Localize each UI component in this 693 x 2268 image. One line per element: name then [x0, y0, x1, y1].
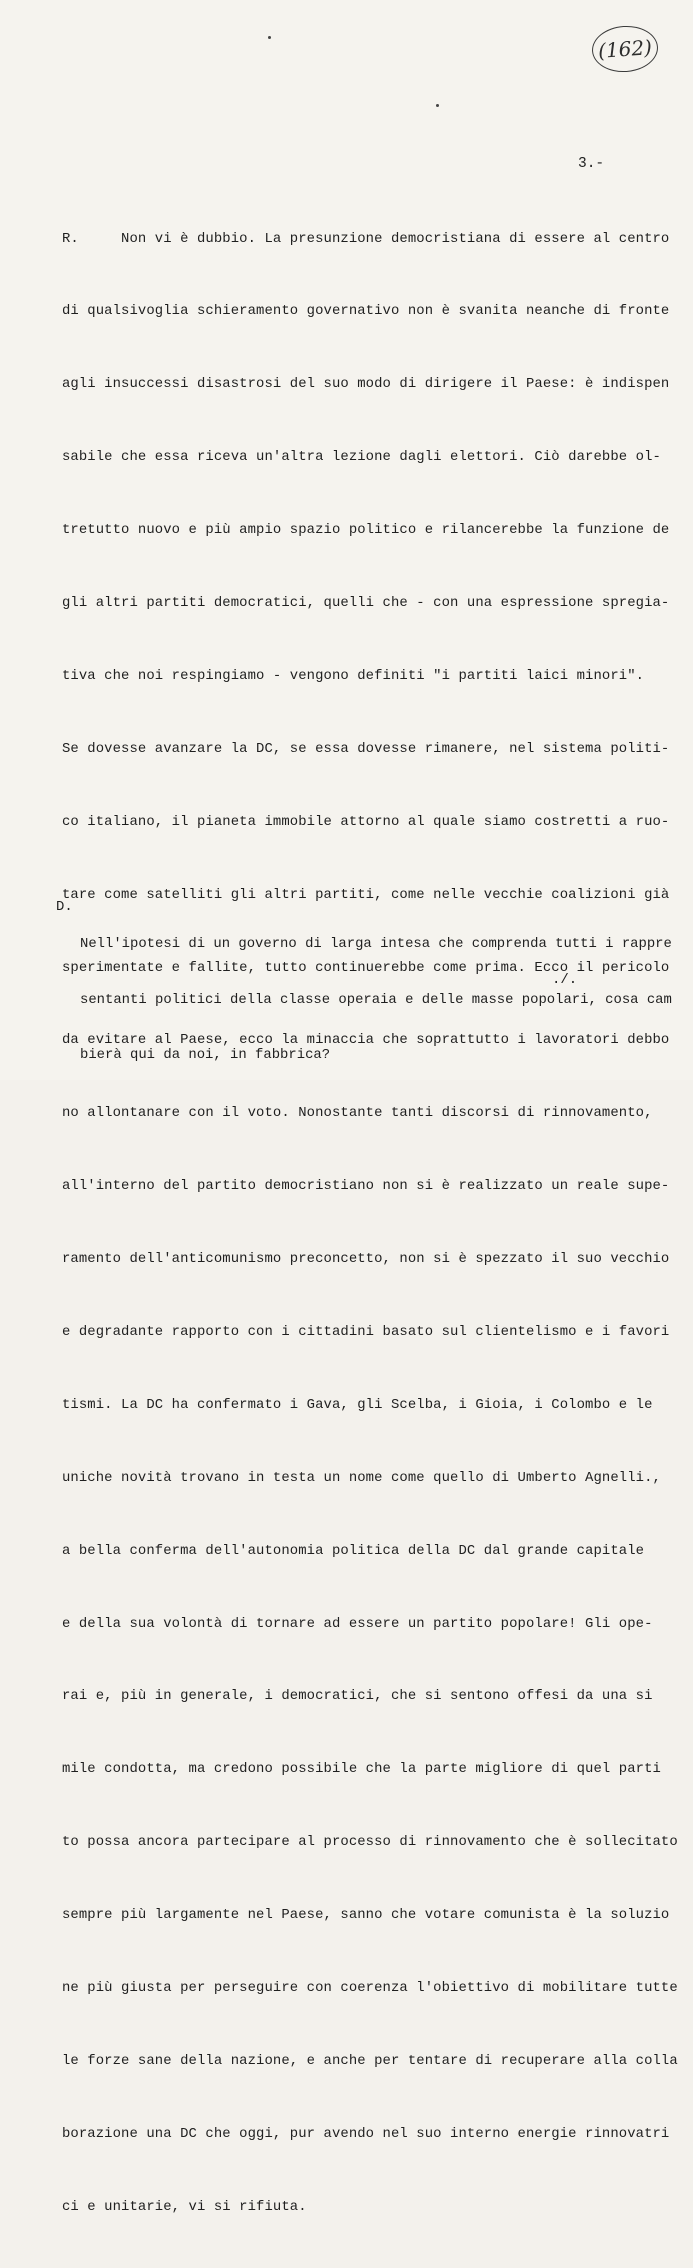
- answer-line: agli insuccessi disastrosi del suo modo di dirigere il Paese: è indispen: [62, 376, 670, 393]
- question-text: [80, 898, 672, 1102]
- answer-line: no allontanare con il voto. Nonostante tanti discorsi di rinnovamento,: [62, 1105, 653, 1122]
- answer-line: ramento dell'anticomunismo preconcetto, non si è spezzato il suo vecchio: [62, 1251, 670, 1268]
- question-line: sentanti politici della classe operaia e delle masse popolari, cosa cam: [80, 991, 672, 1008]
- answer-line: ne più giusta per perseguire con coerenza l'obiettivo di mobilitare tutte: [62, 1979, 678, 1996]
- answer-line: rai e, più in generale, i democratici, che si sentono offesi da una si: [62, 1688, 653, 1705]
- answer-line: le forze sane della nazione, e anche per tentare di recuperare alla colla: [62, 2052, 678, 2069]
- archive-page-stamp: (162): [590, 24, 659, 74]
- continuation-mark: ./.: [552, 972, 578, 988]
- answer-line: R. Non vi è dubbio. La presunzione democristiana di essere al centro: [62, 230, 670, 247]
- answer-line: tretutto nuovo e più ampio spazio politico e rilancerebbe la funzione de: [62, 522, 670, 539]
- question-line: bierà qui da noi, in fabbrica?: [80, 1047, 331, 1063]
- question-paragraph: [56, 898, 686, 1102]
- answer-paragraph: [62, 178, 684, 2268]
- answer-line: e della sua volontà di tornare ad essere un partito popolare! Gli ope-: [62, 1615, 653, 1632]
- answer-line: mile condotta, ma credono possibile che la parte migliore di quel parti: [62, 1761, 661, 1778]
- answer-line: da evitare al Paese, ecco la minaccia che soprattutto i lavoratori debbo: [62, 1032, 670, 1049]
- answer-line: co italiano, il pianeta immobile attorno al quale siamo costretti a ruo-: [62, 813, 670, 830]
- answer-line: ci e unitarie, vi si rifiuta.: [62, 2198, 307, 2215]
- answer-line: di qualsivoglia schieramento governativo non è svanita neanche di fronte: [62, 303, 670, 320]
- answer-line: tismi. La DC ha confermato i Gava, gli Scelba, i Gioia, i Colombo e le: [62, 1396, 653, 1413]
- answer-line: gli altri partiti democratici, quelli che - con una espressione spregia-: [62, 595, 670, 612]
- page-number: 3.-: [578, 156, 605, 172]
- answer-line: to possa ancora partecipare al processo di rinnovamento che è sollecitato: [62, 1834, 678, 1851]
- ink-speck-top: [268, 36, 271, 39]
- ink-speck-middle: [436, 104, 439, 107]
- answer-line: uniche novità trovano in testa un nome come quello di Umberto Agnelli.,: [62, 1469, 661, 1486]
- answer-line: borazione una DC che oggi, pur avendo nel suo interno energie rinnovatri: [62, 2125, 670, 2142]
- question-line: Nell'ipotesi di un governo di larga intesa che comprenda tutti i rappre: [80, 936, 672, 952]
- answer-line: e degradante rapporto con i cittadini basato sul clientelismo e i favori: [62, 1323, 670, 1340]
- question-label: D.: [56, 899, 73, 915]
- answer-line: tare come satelliti gli altri partiti, come nelle vecchie coalizioni già: [62, 886, 670, 903]
- answer-line: Se dovesse avanzare la DC, se essa dovesse rimanere, nel sistema politi-: [62, 740, 670, 757]
- answer-line: all'interno del partito democristiano non si è realizzato un reale supe-: [62, 1178, 670, 1195]
- answer-line: a bella conferma dell'autonomia politica della DC dal grande capitale: [62, 1542, 645, 1559]
- answer-line: sperimentate e fallite, tutto continuerebbe come prima. Ecco il pericolo: [62, 959, 670, 976]
- answer-line: sempre più largamente nel Paese, sanno che votare comunista è la soluzio: [62, 1907, 670, 1924]
- answer-line: sabile che essa riceva un'altra lezione dagli elettori. Ciò darebbe ol-: [62, 449, 661, 466]
- answer-line: tiva che noi respingiamo - vengono definiti "i partiti laici minori".: [62, 667, 645, 684]
